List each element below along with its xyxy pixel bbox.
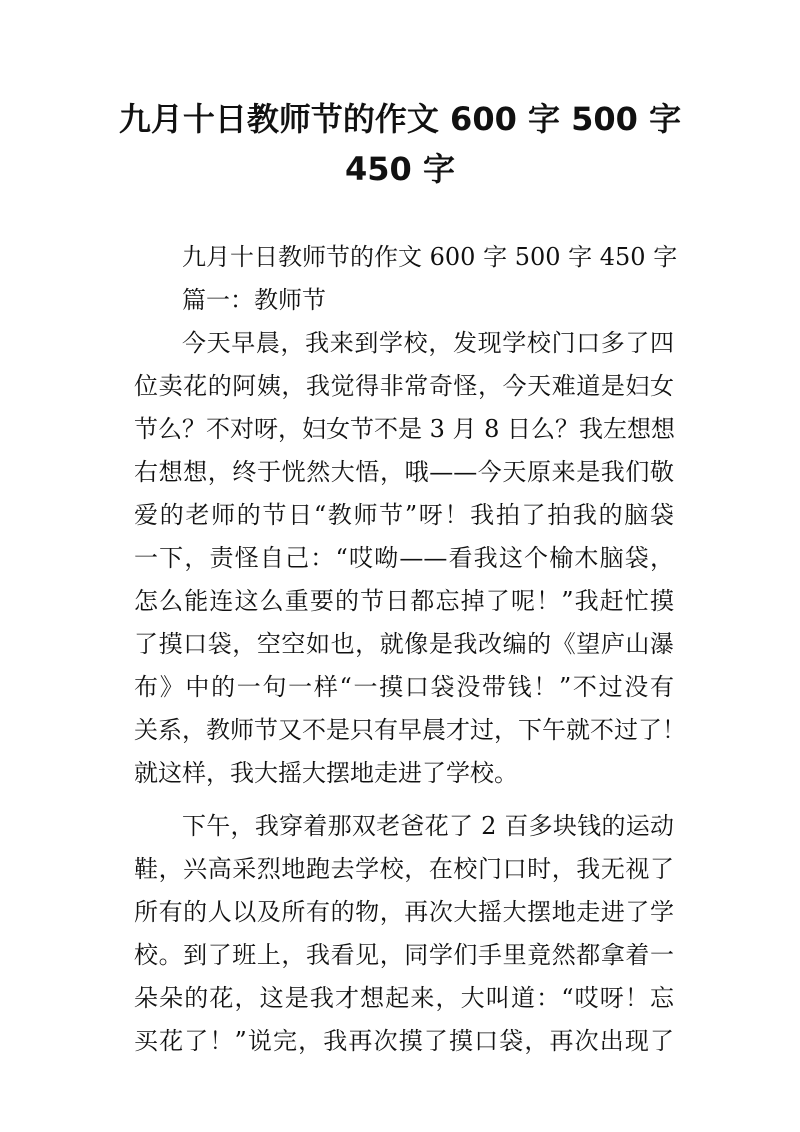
document-body xyxy=(134,236,686,1063)
section-heading: 篇一：教师节 xyxy=(182,286,326,314)
paragraph-line: 买花了！”说完，我再次摸了摸口袋，再次出现了 xyxy=(134,1027,674,1055)
paragraph-line: 位卖花的阿姨，我觉得非常奇怪，今天难道是妇女 xyxy=(134,372,674,400)
paragraph-2 xyxy=(134,805,674,1063)
paragraph-line: 一下，责怪自己：“哎呦——看我这个榆木脑袋， xyxy=(134,544,674,572)
paragraph-line: 爱的老师的节日“教师节”呀！我拍了拍我的脑袋 xyxy=(134,501,674,529)
subtitle: 九月十日教师节的作文 600 字 500 字 450 字 xyxy=(182,243,678,271)
paragraph-line: 怎么能连这么重要的节日都忘掉了呢！”我赶忙摸 xyxy=(134,587,674,615)
paragraph-line: 布》中的一句一样“一摸口袋没带钱！”不过没有 xyxy=(134,673,674,701)
paragraph-line: 校。到了班上，我看见，同学们手里竟然都拿着一 xyxy=(134,941,674,969)
paragraph-line: 今天早晨，我来到学校，发现学校门口多了四 xyxy=(182,329,674,357)
paragraph-line: 节么？不对呀，妇女节不是 3 月 8 日么？我左想想 xyxy=(134,415,676,443)
paragraph-1 xyxy=(134,322,686,795)
paragraph-line: 下午，我穿着那双老爸花了 2 百多块钱的运动 xyxy=(182,812,674,840)
paragraph-gap xyxy=(134,795,674,805)
title-line-1: 九月十日教师节的作文 600 字 500 字 xyxy=(118,100,682,138)
paragraph-line: 鞋，兴高采烈地跑去学校，在校门口时，我无视了 xyxy=(134,855,674,883)
document-title xyxy=(100,94,700,194)
paragraph-line: 就这样，我大摇大摆地走进了学校。 xyxy=(134,759,518,787)
paragraph-line: 朵朵的花，这是我才想起来，大叫道：“哎呀！忘 xyxy=(134,984,674,1012)
paragraph-line: 关系，教师节又不是只有早晨才过，下午就不过了！ xyxy=(134,716,686,744)
title-line-2: 450 字 xyxy=(345,150,455,188)
paragraph-line: 右想想，终于恍然大悟，哦——今天原来是我们敬 xyxy=(134,458,674,486)
paragraph-line: 了摸口袋，空空如也，就像是我改编的《望庐山瀑 xyxy=(134,630,674,658)
paragraph-line: 所有的人以及所有的物，再次大摇大摆地走进了学 xyxy=(134,898,674,926)
